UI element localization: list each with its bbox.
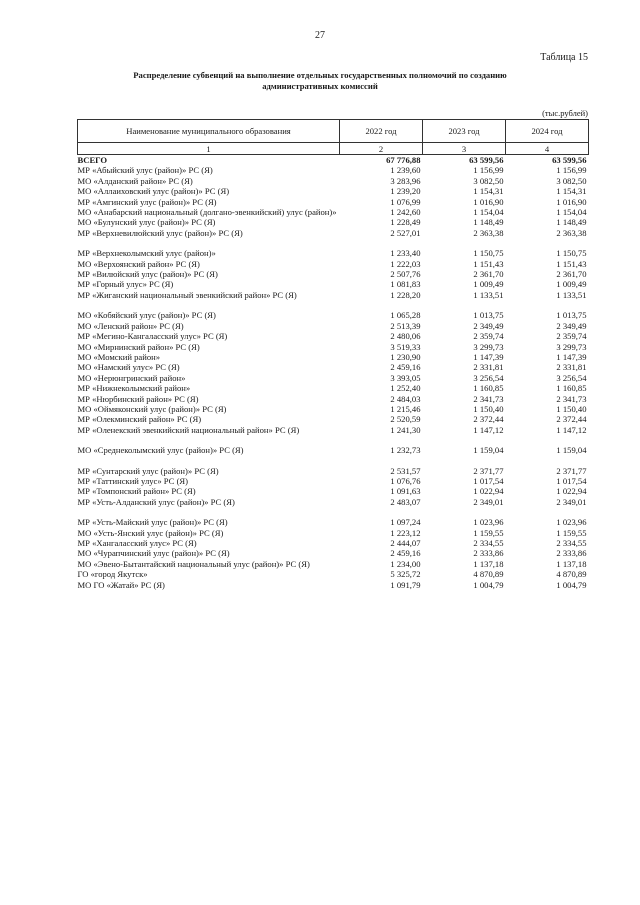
- value-2023: 2 363,38: [473, 227, 504, 238]
- table-row: [78, 197, 589, 207]
- row-spacer: [78, 238, 589, 248]
- value-2022: 1 241,30: [390, 424, 421, 435]
- value-2022: 1 097,24: [390, 517, 421, 528]
- value-2022: 1 239,20: [390, 186, 421, 197]
- value-2023: 2 334,55: [473, 538, 504, 548]
- value-2022: 1 230,90: [390, 351, 421, 362]
- value-2022: 2 483,07: [390, 496, 421, 507]
- municipality-name: МР «Усть-Алданский улус (район)» РС (Я): [77, 496, 235, 507]
- value-2023: 1 137,18: [473, 558, 504, 569]
- value-2023: 1 154,04: [473, 207, 504, 218]
- value-2022: 2 507,76: [390, 269, 421, 280]
- value-2023: 2 333,86: [473, 548, 504, 559]
- table-row: [78, 248, 589, 258]
- value-2023: 1 150,40: [473, 403, 504, 414]
- table-row: [78, 383, 589, 393]
- value-2023: 1 009,49: [473, 279, 504, 290]
- value-2022: 1 223,12: [390, 527, 421, 538]
- value-2022: 2 513,39: [390, 320, 421, 331]
- value-2024: 1 023,96: [556, 517, 587, 528]
- value-2024: 63 599,56: [552, 155, 587, 165]
- municipality-name: МО «Кобяйский улус (район)» РС (Я): [77, 310, 216, 321]
- value-2024: 1 016,90: [556, 196, 587, 207]
- value-2024: 2 359,74: [556, 331, 587, 342]
- municipality-name: МР «Хангаласский улус» РС (Я): [77, 538, 197, 548]
- value-2024: 1 147,39: [556, 351, 587, 362]
- value-2023: 4 870,89: [473, 569, 504, 580]
- value-2022: 2 480,06: [390, 331, 421, 342]
- value-2024: 2 372,44: [556, 414, 587, 425]
- value-2024: 2 349,01: [556, 496, 587, 507]
- municipality-name: МР «Сунтарский улус (район)» РС (Я): [77, 465, 219, 476]
- municipality-name: МР «Верхнеколымский улус (район)»: [77, 248, 216, 259]
- value-2022: 1 239,60: [390, 165, 421, 176]
- value-2024: 1 150,75: [556, 248, 587, 259]
- table-row: [78, 569, 589, 579]
- table-header: [78, 120, 589, 155]
- value-2023: 1 148,49: [473, 217, 504, 228]
- municipality-name: МО «Аллаиховский улус (район)» РС (Я): [77, 186, 230, 197]
- value-2024: 1 004,79: [556, 579, 587, 590]
- municipality-name: ГО «город Якутск»: [77, 569, 148, 580]
- value-2022: 3 393,05: [390, 372, 421, 383]
- table-row: [78, 290, 589, 300]
- municipality-name: МР «Оленекский эвенкийский национальный район» РС (Я): [77, 424, 300, 435]
- spacer-cell: [78, 507, 589, 517]
- value-2023: 1 154,31: [473, 186, 504, 197]
- municipality-name: МР «Горный улус» РС (Я): [77, 279, 174, 290]
- municipality-name: МР «Жиганский национальный эвенкийский район» РС (Я): [77, 289, 297, 300]
- value-2024: 3 256,54: [556, 372, 587, 383]
- header-2022: 2022 год: [340, 120, 423, 143]
- municipality-name: МО «Алданский район» РС (Я): [77, 175, 193, 186]
- value-2022: 2 459,16: [390, 548, 421, 559]
- municipality-name: МО «Эвено-Бытантайский национальный улус (район)» РС (Я): [77, 558, 310, 569]
- municipality-name: МР «Абыйский улус (район)» РС (Я): [77, 165, 213, 176]
- value-2022: 1 228,20: [390, 289, 421, 300]
- table-row: [78, 425, 589, 435]
- municipality-name: МР «Нюрбинский район» РС (Я): [77, 393, 199, 404]
- column-number-4: 4: [506, 143, 589, 155]
- spacer-cell: [78, 300, 589, 310]
- municipality-name: МО «Анабарский национальный (долгано-эвенкийский) улус (район)»: [77, 207, 337, 218]
- municipality-name: МО «Момский район»: [77, 351, 161, 362]
- value-2023: 3 082,50: [473, 175, 504, 186]
- column-number-2: 2: [340, 143, 423, 155]
- municipality-name: МО «Ленский район» РС (Я): [77, 320, 184, 331]
- header-name: Наименование муниципального образования: [78, 120, 340, 143]
- table-label: Таблица 15: [540, 52, 588, 63]
- total-row: [78, 155, 589, 166]
- table-row: [78, 580, 589, 590]
- municipality-name: МР «Нижнеколымский район»: [77, 383, 191, 394]
- value-2022: 3 519,33: [390, 341, 421, 352]
- municipality-name: МО «Чурапчинский улус (район)» РС (Я): [77, 548, 230, 559]
- value-2024: 2 334,55: [556, 538, 587, 548]
- spacer-cell: [78, 456, 589, 466]
- value-2022: 1 215,46: [390, 403, 421, 414]
- value-2023: 1 016,90: [473, 196, 504, 207]
- municipality-name: МО «Нерюнгринский район»: [77, 372, 186, 383]
- row-spacer: [78, 456, 589, 466]
- table-row: [78, 466, 589, 476]
- spacer-cell: [78, 435, 589, 445]
- value-2022: 2 459,16: [390, 362, 421, 373]
- value-2022: 1 076,99: [390, 196, 421, 207]
- value-2023: 1 147,39: [473, 351, 504, 362]
- value-2024: 1 159,55: [556, 527, 587, 538]
- value-2024: 2 361,70: [556, 269, 587, 280]
- value-2024: 2 363,38: [556, 227, 587, 238]
- value-2024: 2 349,49: [556, 320, 587, 331]
- table-row: [78, 279, 589, 289]
- municipality-name: МР «Олекминский район» РС (Я): [77, 414, 202, 425]
- table-row: [78, 165, 589, 175]
- table-row: [78, 217, 589, 227]
- value-2022: 1 091,63: [390, 486, 421, 497]
- value-2023: 1 004,79: [473, 579, 504, 590]
- value-2023: 63 599,56: [469, 155, 504, 165]
- value-2024: 1 151,43: [556, 258, 587, 269]
- table-row: [78, 259, 589, 269]
- value-2022: 2 444,07: [390, 538, 421, 548]
- value-2023: 2 359,74: [473, 331, 504, 342]
- municipality-name: МР «Усть-Майский улус (район)» РС (Я): [77, 517, 228, 528]
- table-body: [78, 155, 589, 591]
- value-2024: 1 137,18: [556, 558, 587, 569]
- table-row: [78, 373, 589, 383]
- row-spacer: [78, 507, 589, 517]
- municipality-name: МО «Среднеколымский улус (район)» РС (Я): [77, 445, 244, 456]
- table-row: [78, 517, 589, 527]
- table-row: [78, 228, 589, 238]
- municipality-name: ВСЕГО: [77, 155, 108, 165]
- value-2022: 2 527,01: [390, 227, 421, 238]
- table-row: [78, 321, 589, 331]
- value-2024: 1 148,49: [556, 217, 587, 228]
- value-2024: 1 154,31: [556, 186, 587, 197]
- value-2023: 2 349,01: [473, 496, 504, 507]
- value-2023: 2 331,81: [473, 362, 504, 373]
- table-row: [78, 362, 589, 372]
- municipality-name: МР «Томпонский район» РС (Я): [77, 486, 196, 497]
- value-2024: 1 156,99: [556, 165, 587, 176]
- value-2023: 1 133,51: [473, 289, 504, 300]
- value-2023: 1 160,85: [473, 383, 504, 394]
- table-row: [78, 342, 589, 352]
- value-2024: 1 017,54: [556, 475, 587, 486]
- value-2022: 1 242,60: [390, 207, 421, 218]
- column-number-3: 3: [423, 143, 506, 155]
- municipality-name: МО «Намский улус» РС (Я): [77, 362, 180, 373]
- value-2024: 3 082,50: [556, 175, 587, 186]
- table-row: [78, 207, 589, 217]
- value-2024: 1 160,85: [556, 383, 587, 394]
- value-2023: 2 372,44: [473, 414, 504, 425]
- value-2024: 4 870,89: [556, 569, 587, 580]
- table-row: [78, 538, 589, 548]
- value-2023: 1 150,75: [473, 248, 504, 259]
- value-2023: 1 159,04: [473, 445, 504, 456]
- table-row: [78, 394, 589, 404]
- table-row: [78, 414, 589, 424]
- value-2024: 2 331,81: [556, 362, 587, 373]
- value-2023: 3 256,54: [473, 372, 504, 383]
- header-2023: 2023 год: [423, 120, 506, 143]
- value-2022: 1 232,73: [390, 445, 421, 456]
- municipality-name: МО «Мирнинский район» РС (Я): [77, 341, 200, 352]
- value-2022: 1 091,79: [390, 579, 421, 590]
- value-2023: 2 341,73: [473, 393, 504, 404]
- value-2022: 1 252,40: [390, 383, 421, 394]
- table-row: [78, 269, 589, 279]
- table-row: [78, 404, 589, 414]
- value-2024: 1 133,51: [556, 289, 587, 300]
- table-row: [78, 331, 589, 341]
- subsidy-table-container: [77, 119, 589, 590]
- value-2022: 1 222,03: [390, 258, 421, 269]
- municipality-name: МО «Усть-Янский улус (район)» РС (Я): [77, 527, 224, 538]
- value-2024: 1 022,94: [556, 486, 587, 497]
- value-2022: 1 076,76: [390, 475, 421, 486]
- value-2024: 1 147,12: [556, 424, 587, 435]
- table-row: [78, 445, 589, 455]
- value-2022: 2 531,57: [390, 465, 421, 476]
- value-2024: 1 159,04: [556, 445, 587, 456]
- table-row: [78, 528, 589, 538]
- table-row: [78, 497, 589, 507]
- value-2023: 1 147,12: [473, 424, 504, 435]
- value-2024: 2 371,77: [556, 465, 587, 476]
- value-2023: 1 023,96: [473, 517, 504, 528]
- value-2022: 2 484,03: [390, 393, 421, 404]
- value-2023: 1 156,99: [473, 165, 504, 176]
- value-2024: 2 333,86: [556, 548, 587, 559]
- value-2023: 1 013,75: [473, 310, 504, 321]
- value-2023: 2 371,77: [473, 465, 504, 476]
- units-label: (тыс.рублей): [542, 108, 588, 118]
- value-2023: 1 159,55: [473, 527, 504, 538]
- row-spacer: [78, 300, 589, 310]
- value-2023: 1 022,94: [473, 486, 504, 497]
- value-2022: 1 065,28: [390, 310, 421, 321]
- municipality-name: МР «Вилюйский улус (район)» РС (Я): [77, 269, 218, 280]
- value-2023: 1 017,54: [473, 475, 504, 486]
- spacer-cell: [78, 238, 589, 248]
- municipality-name: МР «Амгинский улус (район)» РС (Я): [77, 196, 217, 207]
- value-2024: 1 009,49: [556, 279, 587, 290]
- municipality-name: МО «Булунский улус (район)» РС (Я): [77, 217, 216, 228]
- table-row: [78, 486, 589, 496]
- table-row: [78, 476, 589, 486]
- table-row: [78, 548, 589, 558]
- value-2022: 5 325,72: [390, 569, 421, 580]
- value-2024: 1 013,75: [556, 310, 587, 321]
- header-2024: 2024 год: [506, 120, 589, 143]
- table-row: [78, 176, 589, 186]
- document-title: Распределение субвенций на выполнение отдельных государственных полномочий по созданию административных комиссий: [133, 70, 507, 91]
- table-row: [78, 559, 589, 569]
- value-2023: 3 299,73: [473, 341, 504, 352]
- table-row: [78, 352, 589, 362]
- municipality-name: МО «Верхоянский район» РС (Я): [77, 258, 200, 269]
- value-2022: 1 228,49: [390, 217, 421, 228]
- municipality-name: МО ГО «Жатай» РС (Я): [77, 579, 165, 590]
- value-2022: 1 081,83: [390, 279, 421, 290]
- municipality-name: МО «Оймяконский улус (район)» РС (Я): [77, 403, 227, 414]
- page-number: 27: [315, 30, 325, 41]
- value-2022: 3 283,96: [390, 175, 421, 186]
- value-2022: 2 520,59: [390, 414, 421, 425]
- row-spacer: [78, 435, 589, 445]
- value-2022: 67 776,88: [386, 155, 421, 165]
- municipality-name: МР «Верхневилюйский улус (район)» РС (Я): [77, 227, 243, 238]
- value-2022: 1 233,40: [390, 248, 421, 259]
- value-2022: 1 234,00: [390, 558, 421, 569]
- value-2023: 2 349,49: [473, 320, 504, 331]
- table-row: [78, 186, 589, 196]
- value-2023: 1 151,43: [473, 258, 504, 269]
- subsidy-table: [77, 119, 589, 590]
- table-row: [78, 310, 589, 320]
- value-2024: 3 299,73: [556, 341, 587, 352]
- column-number-1: 1: [78, 143, 340, 155]
- municipality-name: МР «Мегино-Кангаласский улус» РС (Я): [77, 331, 228, 342]
- value-2024: 1 150,40: [556, 403, 587, 414]
- value-2023: 2 361,70: [473, 269, 504, 280]
- municipality-name: МР «Таттинский улус» РС (Я): [77, 475, 189, 486]
- value-2024: 1 154,04: [556, 207, 587, 218]
- value-2024: 2 341,73: [556, 393, 587, 404]
